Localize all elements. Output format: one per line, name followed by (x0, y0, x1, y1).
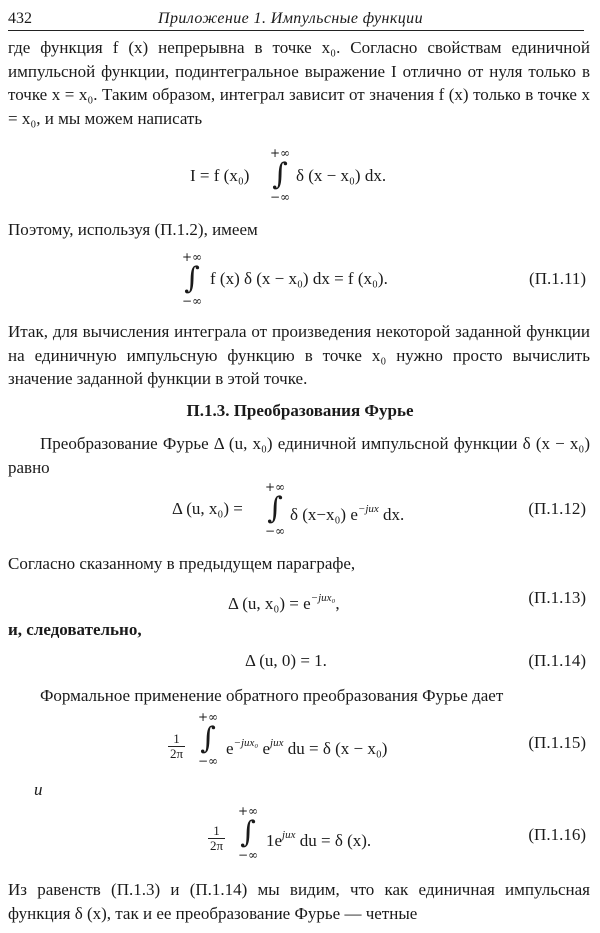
equation-1-12-exponent: −jux (357, 503, 379, 515)
equation-1-16-main: 1e (266, 831, 283, 850)
equation-1-16-fraction (208, 824, 225, 853)
integral-1-15-lower: −∞ (197, 754, 219, 768)
integral-1-11-upper: +∞ (181, 250, 203, 264)
integral-1-15-upper: +∞ (197, 710, 219, 724)
integral-1-12-upper: +∞ (264, 480, 286, 494)
integral-1-12-lower: −∞ (264, 524, 286, 538)
equation-1-14-body: Δ (u, 0) = 1. (245, 651, 327, 670)
integral-sign-icon: ∫ (200, 721, 216, 756)
paragraph-8: и (34, 780, 43, 799)
paragraph-1: где функция f (x) непрерывна в точке x₀. Согласно свойствам единичной импульсной функции, подинтегральное выражение I отлично от нуля только в точке x = x₀. Таким образом, интеграл зависит от значения f (x) только в точке x = x₀, и мы можем написать (8, 38, 590, 128)
integral-sign-icon: ∫ (184, 261, 200, 296)
equation-a-lhs: I = f (x₀) (190, 166, 250, 185)
integral-sign-icon: ∫ (240, 815, 256, 850)
equation-1-16-exponent: jux (282, 829, 296, 841)
equation-1-16-number: (П.1.16) (528, 825, 586, 844)
fraction-1-over-2pi (208, 824, 225, 853)
integral-1-11-lower: −∞ (181, 294, 203, 308)
equation-1-15-e1: e (226, 739, 234, 758)
integral-1-16-upper: +∞ (237, 804, 259, 818)
fraction-1-over-2pi (168, 732, 185, 761)
equation-1-12-lhs: Δ (u, x₀) = (172, 499, 243, 518)
integral-1-16-lower: −∞ (237, 848, 259, 862)
equation-1-12-tail: dx. (383, 505, 405, 524)
paragraph-7: Формальное применение обратного преобразования Фурье дает (40, 686, 504, 705)
paragraph-6: и, следовательно, (8, 620, 142, 639)
fraction-numerator: 1 (168, 732, 185, 747)
fraction-denominator: 2π (170, 746, 184, 761)
equation-1-15-exponent-1: −jux₀ (233, 737, 259, 749)
integral-a (260, 146, 300, 204)
paragraph-4: Преобразование Фурье Δ (u, x₀) единичной импульсной функции δ (x − x₀) равно (8, 434, 590, 477)
fraction-denominator: 2π (210, 838, 224, 853)
integral-sign-icon: ∫ (272, 157, 288, 192)
integral-1-11 (172, 250, 212, 308)
integral-a-upper: +∞ (269, 146, 291, 160)
running-title: Приложение 1. Импульсные функции (158, 10, 423, 27)
running-header (8, 8, 584, 31)
equation-1-13-body (228, 587, 340, 615)
fraction-numerator: 1 (208, 824, 225, 839)
equation-1-13-tail: , (335, 594, 340, 613)
equation-a-rhs: δ (x − x₀) dx. (296, 166, 387, 185)
equation-1-12-number: (П.1.12) (528, 499, 586, 518)
page-number: 432 (8, 10, 32, 27)
equation-1-12-body (290, 498, 404, 526)
equation-1-13-number: (П.1.13) (528, 588, 586, 607)
equation-1-15-fraction (168, 732, 185, 761)
equation-1-14-number: (П.1.14) (528, 651, 586, 670)
equation-1-16-body (266, 824, 371, 852)
paragraph-3: Итак, для вычисления интеграла от произведения некоторой заданной функции на единичную импульсную функцию в точке x₀ нужно просто вычислить значение заданной функции в этой точке. (8, 322, 590, 388)
paragraph-9: Из равенств (П.1.3) и (П.1.14) мы видим, что как единичная импульсная функция δ (x), так и ее преобразование Фурье — четные (8, 880, 590, 923)
equation-1-15-e2: e (262, 739, 271, 758)
equation-1-15-tail: du = δ (x − x₀) (287, 739, 388, 758)
section-title: П.1.3. Преобразования Фурье (186, 401, 414, 420)
equation-1-11-number: (П.1.11) (529, 269, 586, 288)
equation-1-15-body (226, 732, 387, 760)
equation-1-13-exponent: −jux₀ (310, 592, 336, 604)
integral-1-15 (188, 710, 228, 768)
equation-1-15-exponent-2: jux (270, 737, 284, 749)
integral-sign-icon: ∫ (267, 491, 283, 526)
equation-1-12-main: δ (x−x₀) e (290, 505, 358, 524)
equation-1-13-main: Δ (u, x₀) = e (228, 594, 311, 613)
integral-a-lower: −∞ (269, 190, 291, 204)
paragraph-2: Поэтому, используя (П.1.2), имеем (8, 220, 258, 239)
equation-1-11-body: f (x) δ (x − x₀) dx = f (x₀). (210, 269, 388, 288)
equation-1-16-tail: du = δ (x). (299, 831, 372, 850)
integral-1-16 (228, 804, 268, 862)
integral-1-12 (255, 480, 295, 538)
equation-1-15-number: (П.1.15) (528, 733, 586, 752)
paragraph-5: Согласно сказанному в предыдущем параграфе, (8, 554, 356, 573)
